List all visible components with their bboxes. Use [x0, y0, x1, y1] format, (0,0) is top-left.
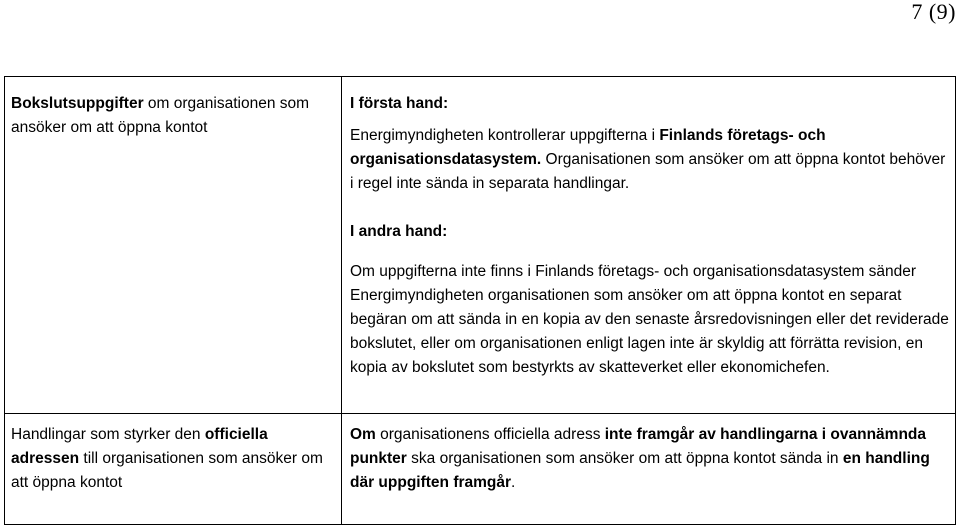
row-label-a: Handlingar som styrker den — [11, 426, 205, 443]
table-row — [5, 414, 956, 525]
section-heading-first: I första hand: — [350, 95, 449, 112]
address-text-a: Om — [350, 426, 376, 443]
row-label-cell — [5, 77, 342, 414]
row-label-bold: officiella adressen — [11, 426, 268, 467]
address-text-c: inte framgår av handlingarna i ovannämnda punkter — [350, 426, 927, 467]
paragraph-first — [350, 124, 949, 196]
paragraph-first-bold: Finlands företags- och organisationsdatasystem. — [350, 127, 826, 168]
row-label-c: till organisationen som ansöker om att öppna kontot — [11, 450, 323, 491]
paragraph-first-a: Energimyndigheten kontrollerar uppgifterna i — [350, 127, 660, 144]
address-text-d: ska organisationen som ansöker om att öppna kontot sända in — [406, 450, 843, 467]
table-row — [5, 77, 956, 414]
section-heading-second: I andra hand: — [350, 223, 448, 240]
address-text-e: en handling där uppgiften framgår — [350, 450, 930, 491]
row-label-bold: Bokslutsuppgifter — [11, 95, 144, 112]
paragraph-second: Om uppgifterna inte finns i Finlands företags- och organisationsdatasystem sänder Energimyndigheten organisationen som ansöker om att öppna kontot en separat begäran om att sända in en kopia av den senaste årsredovisningen eller det reviderade bokslutet, eller om organisationen enligt lagen inte är skyldig att förrätta revision, en kopia av bokslutet som bestyrkts av skatteverket eller ekonomichefen. — [350, 263, 949, 376]
row-label-text: om organisationen som ansöker om att öppna kontot — [11, 95, 310, 136]
requirements-table — [4, 76, 956, 525]
paragraph-first-c: Organisationen som ansöker om att öppna kontot behöver i regel inte sända in separata handlingar. — [350, 151, 946, 192]
address-text-f: . — [511, 474, 516, 491]
row-label-cell — [5, 414, 342, 525]
row-content-cell — [342, 77, 956, 414]
address-text-b: organisationens officiella adress — [375, 426, 605, 443]
page-number: 7 (9) — [911, 0, 956, 24]
row-content-cell — [342, 414, 956, 525]
